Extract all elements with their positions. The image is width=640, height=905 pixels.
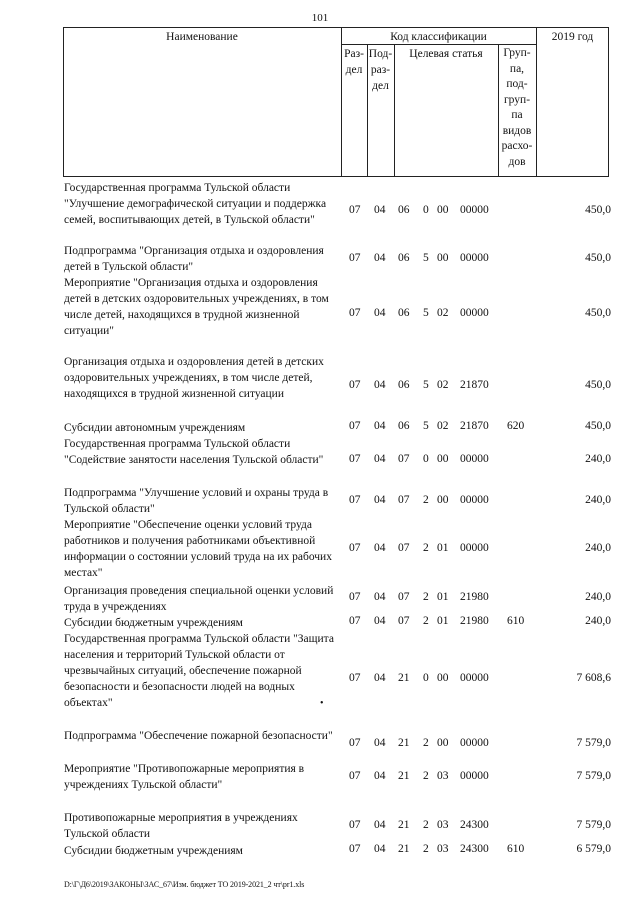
row-direction: 00000 (460, 737, 489, 749)
row-section: 07 (349, 770, 361, 782)
row-event: 02 (437, 420, 449, 432)
row-program: 06 (398, 307, 410, 319)
row-program: 07 (398, 542, 410, 554)
row-direction: 00000 (460, 252, 489, 264)
row-name: Государственная программа Тульской области "Содействие занятости населения Тульской области" (64, 438, 324, 466)
row-section: 07 (349, 420, 361, 432)
row-subsection: 04 (374, 420, 386, 432)
row-subprogram: 5 (423, 252, 429, 264)
row-event: 00 (437, 494, 449, 506)
row-subprogram: 2 (423, 770, 429, 782)
row-subsection: 04 (374, 204, 386, 216)
row-subprogram: 0 (423, 672, 429, 684)
row-direction: 00000 (460, 307, 489, 319)
header-subsection: Под- раз- дел (368, 48, 393, 92)
header-divider (536, 27, 537, 177)
row-name: Субсидии автономным учреждениям (64, 422, 246, 434)
row-subprogram: 2 (423, 843, 429, 855)
row-section: 07 (349, 307, 361, 319)
row-expense-group: 610 (507, 843, 525, 855)
row-subsection: 04 (374, 819, 386, 831)
row-direction: 00000 (460, 542, 489, 554)
page-number: 101 (311, 12, 329, 24)
row-direction: 21980 (460, 615, 489, 627)
row-program: 21 (398, 843, 410, 855)
row-section: 07 (349, 453, 361, 465)
row-section: 07 (349, 252, 361, 264)
row-subprogram: 5 (423, 379, 429, 391)
row-amount: 240,0 (585, 591, 611, 603)
row-direction: 00000 (460, 204, 489, 216)
row-subprogram: 2 (423, 819, 429, 831)
row-section: 07 (349, 672, 361, 684)
row-event: 00 (437, 453, 449, 465)
row-amount: 240,0 (585, 542, 611, 554)
row-subsection: 04 (374, 252, 386, 264)
row-subprogram: 2 (423, 615, 429, 627)
row-event: 01 (437, 615, 449, 627)
row-event: 02 (437, 379, 449, 391)
row-name: Противопожарные мероприятия в учреждениях Тульской области (64, 812, 298, 840)
row-name: Организация проведения специальной оценки условий труда в учреждениях (64, 585, 334, 613)
header-classification: Код классификации (390, 31, 487, 43)
row-name: Субсидии бюджетным учреждениям (64, 845, 243, 857)
row-section: 07 (349, 494, 361, 506)
row-subsection: 04 (374, 672, 386, 684)
row-event: 03 (437, 843, 449, 855)
row-section: 07 (349, 737, 361, 749)
row-amount: 7 579,0 (576, 770, 611, 782)
row-program: 21 (398, 819, 410, 831)
row-amount: 7 608,6 (576, 672, 611, 684)
row-program: 06 (398, 252, 410, 264)
header-name: Наименование (166, 31, 238, 43)
row-section: 07 (349, 542, 361, 554)
row-direction: 00000 (460, 770, 489, 782)
row-amount: 450,0 (585, 204, 611, 216)
row-direction: 00000 (460, 494, 489, 506)
row-subprogram: 2 (423, 494, 429, 506)
row-name: Государственная программа Тульской области "Улучшение демографической ситуации и поддержка семей, воспитывающих детей, в Тульской области" (64, 182, 327, 226)
row-subprogram: 2 (423, 591, 429, 603)
row-subsection: 04 (374, 453, 386, 465)
row-subprogram: 2 (423, 542, 429, 554)
header-divider (394, 44, 395, 177)
row-direction: 24300 (460, 843, 489, 855)
row-direction: 24300 (460, 819, 489, 831)
header-section: Раз- дел (344, 48, 364, 76)
file-path-footer: D:\Г\Д6\2019\ЗАКОНЫ\ЗАС_67\Изм. бюджет ТО 2019-2021_2 чт\pr1.xls (64, 880, 305, 889)
row-amount: 240,0 (585, 494, 611, 506)
row-amount: 6 579,0 (576, 843, 611, 855)
row-name: Мероприятие "Организация отдыха и оздоровления детей в детских оздоровительных учреждениях, в том числе детей, находящихся в трудной жизненной ситуации" (64, 277, 329, 337)
row-program: 21 (398, 672, 410, 684)
row-direction: 00000 (460, 453, 489, 465)
row-amount: 240,0 (585, 453, 611, 465)
header-year: 2019 год (551, 31, 594, 43)
row-event: 00 (437, 204, 449, 216)
row-program: 07 (398, 591, 410, 603)
row-program: 07 (398, 453, 410, 465)
row-amount: 240,0 (585, 615, 611, 627)
row-direction: 00000 (460, 672, 489, 684)
row-event: 03 (437, 770, 449, 782)
row-subsection: 04 (374, 843, 386, 855)
row-program: 21 (398, 770, 410, 782)
row-name: Подпрограмма "Обеспечение пожарной безопасности" (64, 730, 333, 742)
row-program: 06 (398, 420, 410, 432)
row-subsection: 04 (374, 770, 386, 782)
row-subprogram: 0 (423, 453, 429, 465)
row-event: 03 (437, 819, 449, 831)
row-amount: 7 579,0 (576, 819, 611, 831)
row-amount: 7 579,0 (576, 737, 611, 749)
row-subprogram: 5 (423, 420, 429, 432)
row-subsection: 04 (374, 307, 386, 319)
row-subsection: 04 (374, 615, 386, 627)
row-subprogram: 0 (423, 204, 429, 216)
row-direction: 21870 (460, 379, 489, 391)
row-event: 00 (437, 737, 449, 749)
row-name: Мероприятие "Противопожарные мероприятия в учреждениях Тульской области" (64, 763, 305, 791)
row-subsection: 04 (374, 591, 386, 603)
row-direction: 21870 (460, 420, 489, 432)
row-event: 02 (437, 307, 449, 319)
row-subsection: 04 (374, 737, 386, 749)
row-section: 07 (349, 591, 361, 603)
row-program: 21 (398, 737, 410, 749)
row-name: Государственная программа Тульской области "Защита населения и территорий Тульской области от чрезвычайных ситуаций, обеспечение пожарной безопасности и безопасности людей на водных объектах" (64, 633, 334, 709)
row-section: 07 (349, 615, 361, 627)
row-program: 06 (398, 204, 410, 216)
row-subsection: 04 (374, 494, 386, 506)
row-amount: 450,0 (585, 307, 611, 319)
row-subsection: 04 (374, 379, 386, 391)
row-direction: 21980 (460, 591, 489, 603)
scan-dot: • (320, 698, 324, 709)
row-section: 07 (349, 204, 361, 216)
row-subsection: 04 (374, 542, 386, 554)
row-name: Мероприятие "Обеспечение оценки условий труда работников и получения работниками объективной информации о состоянии условий труда на их рабочих местах" (64, 519, 332, 579)
row-program: 07 (398, 494, 410, 506)
row-name: Субсидии бюджетным учреждениям (64, 617, 243, 629)
row-event: 00 (437, 672, 449, 684)
row-program: 07 (398, 615, 410, 627)
row-name: Подпрограмма "Улучшение условий и охраны труда в Тульской области" (64, 487, 329, 515)
row-expense-group: 620 (507, 420, 525, 432)
row-section: 07 (349, 819, 361, 831)
row-program: 06 (398, 379, 410, 391)
row-event: 01 (437, 542, 449, 554)
row-amount: 450,0 (585, 252, 611, 264)
row-name: Подпрограмма "Организация отдыха и оздоровления детей в Тульской области" (64, 245, 324, 273)
row-amount: 450,0 (585, 420, 611, 432)
header-group: Груп- па, под- груп- па видов расхо- дов (501, 47, 533, 168)
row-section: 07 (349, 379, 361, 391)
row-event: 00 (437, 252, 449, 264)
row-subprogram: 5 (423, 307, 429, 319)
row-section: 07 (349, 843, 361, 855)
row-amount: 450,0 (585, 379, 611, 391)
row-event: 01 (437, 591, 449, 603)
row-subprogram: 2 (423, 737, 429, 749)
row-expense-group: 610 (507, 615, 525, 627)
header-target: Целевая статья (409, 48, 483, 60)
row-name: Организация отдыха и оздоровления детей в детских оздоровительных учреждениях, в том числе детей, находящихся в трудной жизненной ситуации (64, 356, 324, 400)
